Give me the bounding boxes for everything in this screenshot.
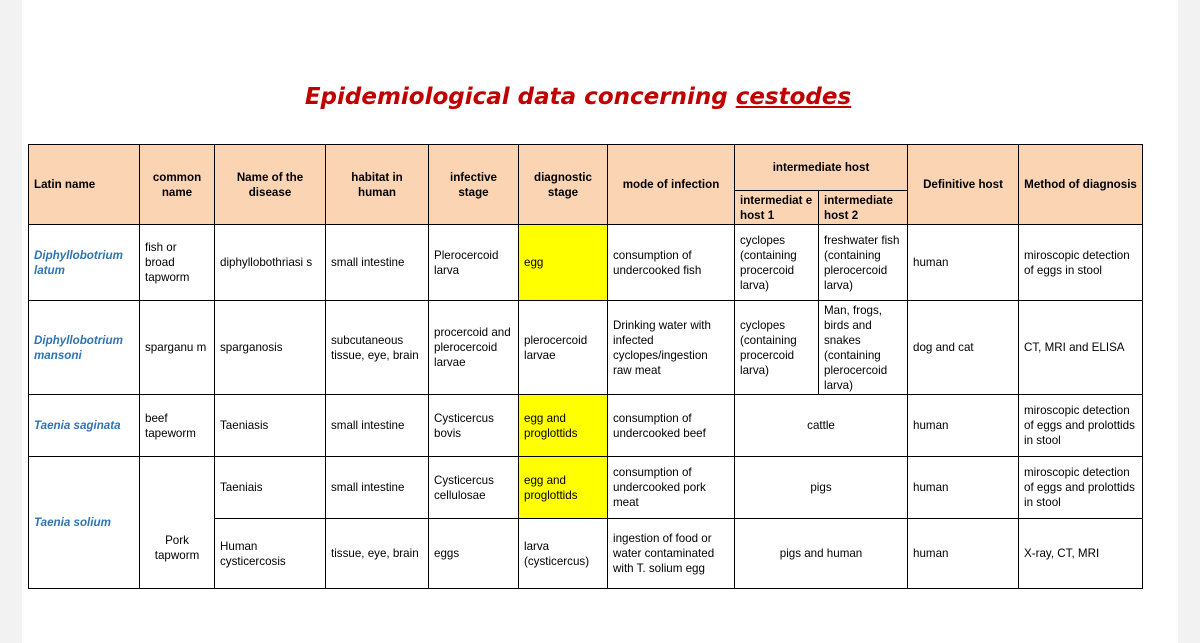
header-habitat: habitat in human: [326, 145, 429, 225]
diagnostic-stage-cell: egg and proglottids: [519, 457, 608, 519]
mode-of-infection-cell: consumption of undercooked fish: [608, 225, 735, 301]
common-name-cell: Pork tapworm: [140, 457, 215, 589]
definitive-host-cell: human: [908, 519, 1019, 589]
mode-of-infection-cell: consumption of undercooked pork meat: [608, 457, 735, 519]
definitive-host-cell: dog and cat: [908, 301, 1019, 395]
common-name-cell: sparganu m: [140, 301, 215, 395]
latin-name-cell: Diphyllobotrium latum: [29, 225, 140, 301]
header-method-of-diagnosis: Method of diagnosis: [1019, 145, 1143, 225]
header-intermediate-host: intermediate host: [735, 145, 908, 191]
mode-of-infection-cell: consumption of undercooked beef: [608, 395, 735, 457]
header-diagnostic-stage: diagnostic stage: [519, 145, 608, 225]
diagnostic-stage-cell: larva (cysticercus): [519, 519, 608, 589]
diagnostic-stage-cell: egg and proglottids: [519, 395, 608, 457]
intermediate-host-2-cell: freshwater fish (containing plerocercoid larva): [819, 225, 908, 301]
header-common-name: common name: [140, 145, 215, 225]
page-title: [0, 84, 1178, 110]
disease-cell: diphyllobothriasi s: [215, 225, 326, 301]
title-main: Epidemiological data concerning: [304, 84, 728, 110]
header-disease: Name of the disease: [215, 145, 326, 225]
common-name-cell: beef tapeworm: [140, 395, 215, 457]
header-intermediate-host-2: intermediate host 2: [819, 191, 908, 225]
infective-stage-cell: procercoid and plerocercoid larvae: [429, 301, 519, 395]
common-name-cell: fish or broad tapworm: [140, 225, 215, 301]
mode-of-infection-cell: Drinking water with infected cyclopes/ingestion raw meat: [608, 301, 735, 395]
definitive-host-cell: human: [908, 395, 1019, 457]
disease-cell: Taeniasis: [215, 395, 326, 457]
method-of-diagnosis-cell: miroscopic detection of eggs and prolottids in stool: [1019, 457, 1143, 519]
definitive-host-cell: human: [908, 225, 1019, 301]
table-row: [29, 395, 1143, 457]
latin-name-cell: Taenia solium: [29, 457, 140, 589]
habitat-cell: tissue, eye, brain: [326, 519, 429, 589]
intermediate-host-2-cell: Man, frogs, birds and snakes (containing plerocercoid larva): [819, 301, 908, 395]
diagnostic-stage-cell: egg: [519, 225, 608, 301]
table-row: [29, 457, 1143, 519]
intermediate-host-cell: pigs: [735, 457, 908, 519]
header-infective-stage: infective stage: [429, 145, 519, 225]
habitat-cell: subcutaneous tissue, eye, brain: [326, 301, 429, 395]
header-latin-name: Latin name: [29, 145, 140, 225]
method-of-diagnosis-cell: CT, MRI and ELISA: [1019, 301, 1143, 395]
intermediate-host-1-cell: cyclopes (containing procercoid larva): [735, 225, 819, 301]
diagnostic-stage-cell: plerocercoid larvae: [519, 301, 608, 395]
intermediate-host-cell: pigs and human: [735, 519, 908, 589]
mode-of-infection-cell: ingestion of food or water contaminated with T. solium egg: [608, 519, 735, 589]
header-mode-of-infection: mode of infection: [608, 145, 735, 225]
method-of-diagnosis-cell: X-ray, CT, MRI: [1019, 519, 1143, 589]
method-of-diagnosis-cell: miroscopic detection of eggs in stool: [1019, 225, 1143, 301]
title-underlined: cestodes: [735, 84, 852, 110]
latin-name-cell: Diphyllobotrium mansoni: [29, 301, 140, 395]
disease-cell: Taeniais: [215, 457, 326, 519]
table-row: [29, 301, 1143, 395]
infective-stage-cell: eggs: [429, 519, 519, 589]
disease-cell: Human cysticercosis: [215, 519, 326, 589]
habitat-cell: small intestine: [326, 457, 429, 519]
intermediate-host-cell: cattle: [735, 395, 908, 457]
infective-stage-cell: Cysticercus bovis: [429, 395, 519, 457]
intermediate-host-1-cell: cyclopes (containing procercoid larva): [735, 301, 819, 395]
cestodes-table: [28, 144, 1143, 589]
table-row: [29, 225, 1143, 301]
disease-cell: sparganosis: [215, 301, 326, 395]
habitat-cell: small intestine: [326, 225, 429, 301]
habitat-cell: small intestine: [326, 395, 429, 457]
infective-stage-cell: Cysticercus cellulosae: [429, 457, 519, 519]
method-of-diagnosis-cell: miroscopic detection of eggs and prolottids in stool: [1019, 395, 1143, 457]
definitive-host-cell: human: [908, 457, 1019, 519]
header-definitive-host: Definitive host: [908, 145, 1019, 225]
infective-stage-cell: Plerocercoid larva: [429, 225, 519, 301]
latin-name-cell: Taenia saginata: [29, 395, 140, 457]
header-intermediate-host-1: intermediat e host 1: [735, 191, 819, 225]
